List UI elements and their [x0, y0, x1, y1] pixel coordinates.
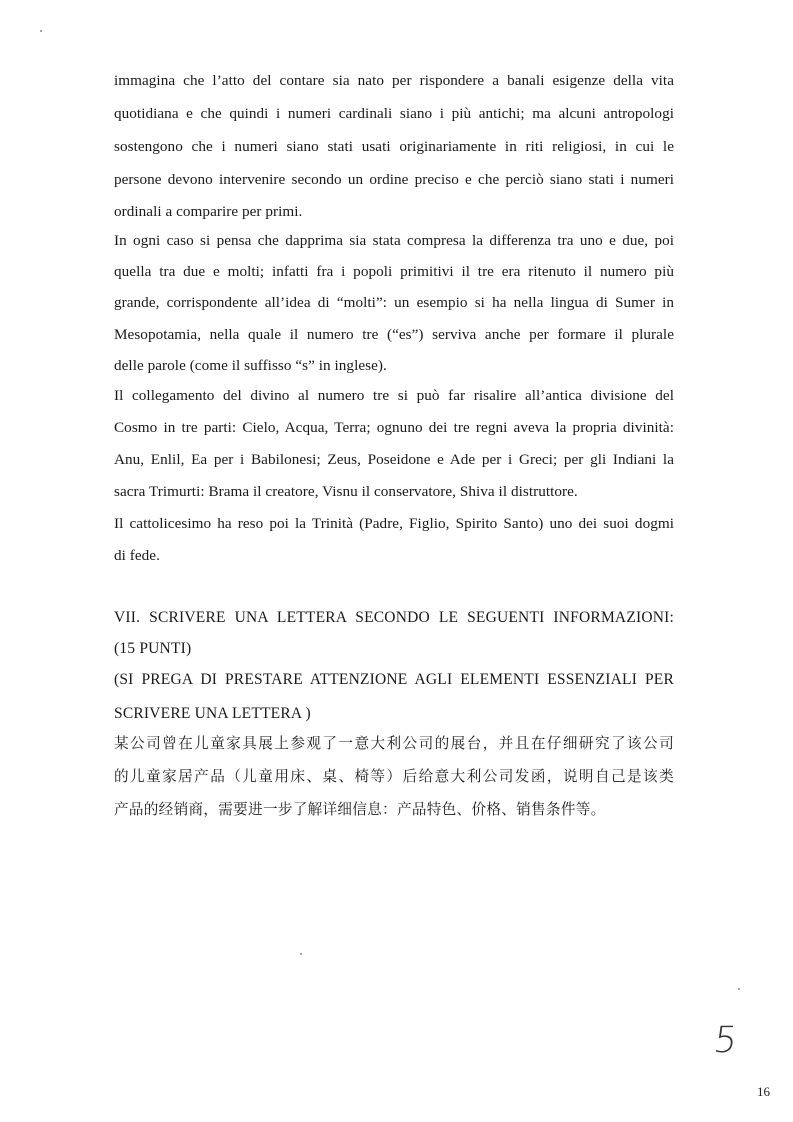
- section-note: SCRIVERE UNA LETTERA ): [114, 705, 311, 722]
- body-line: quella tra due e molti; infatti fra i popoli primitivi il tre era ritenuto il numero più: [114, 263, 674, 280]
- body-line: sacra Trimurti: Brama il creatore, Visnu il conservatore, Shiva il distruttore.: [114, 483, 578, 500]
- chinese-instruction-line: 的儿童家居产品（儿童用床、桌、椅等）后给意大利公司发函，说明自己是该类: [114, 768, 674, 785]
- section-note: (SI PREGA DI PRESTARE ATTENZIONE AGLI ELEMENTI ESSENZIALI PER: [114, 671, 674, 688]
- body-line: immagina che l’atto del contare sia nato per rispondere a banali esigenze della vita: [114, 72, 674, 89]
- body-line: di fede.: [114, 547, 160, 564]
- body-line: Mesopotamia, nella quale il numero tre (“es”) serviva anche per formare il plurale: [114, 326, 674, 343]
- chinese-instruction-line: 某公司曾在儿童家具展上参观了一意大利公司的展台，并且在仔细研究了该公司: [114, 735, 674, 752]
- handwritten-score: 5: [711, 1020, 740, 1061]
- scan-speck: [300, 953, 302, 955]
- body-line: Anu, Enlil, Ea per i Babilonesi; Zeus, Poseidone e Ade per i Greci; per gli Indiani la: [114, 451, 674, 468]
- body-line: grande, corrispondente all’idea di “molti”: un esempio si ha nella lingua di Sumer in: [114, 294, 674, 311]
- section-points: (15 PUNTI): [114, 640, 192, 657]
- body-line: In ogni caso si pensa che dapprima sia stata compresa la differenza tra uno e due, poi: [114, 232, 674, 249]
- body-line: sostengono che i numeri siano stati usati originariamente in riti religiosi, in cui le: [114, 138, 674, 155]
- body-line: Il cattolicesimo ha reso poi la Trinità (Padre, Figlio, Spirito Santo) uno dei suoi dogmi: [114, 515, 674, 532]
- body-line: Il collegamento del divino al numero tre si può far risalire all’antica divisione del: [114, 387, 674, 404]
- chinese-instruction-line: 产品的经销商，需要进一步了解详细信息：产品特色、价格、销售条件等。: [114, 801, 606, 818]
- body-line: persone devono intervenire secondo un ordine preciso e che perciò siano stati i numeri: [114, 171, 674, 188]
- body-line: delle parole (come il suffisso “s” in inglese).: [114, 357, 387, 374]
- page-number: 16: [757, 1084, 770, 1099]
- section-heading: VII. SCRIVERE UNA LETTERA SECONDO LE SEGUENTI INFORMAZIONI:: [114, 609, 674, 626]
- body-line: quotidiana e che quindi i numeri cardinali siano i più antichi; ma alcuni antropologi: [114, 105, 674, 122]
- scan-speck: [40, 30, 42, 32]
- body-line: ordinali a comparire per primi.: [114, 203, 303, 220]
- body-line: Cosmo in tre parti: Cielo, Acqua, Terra; ognuno dei tre regni aveva la propria divinità:: [114, 419, 674, 436]
- scan-speck: [738, 988, 740, 990]
